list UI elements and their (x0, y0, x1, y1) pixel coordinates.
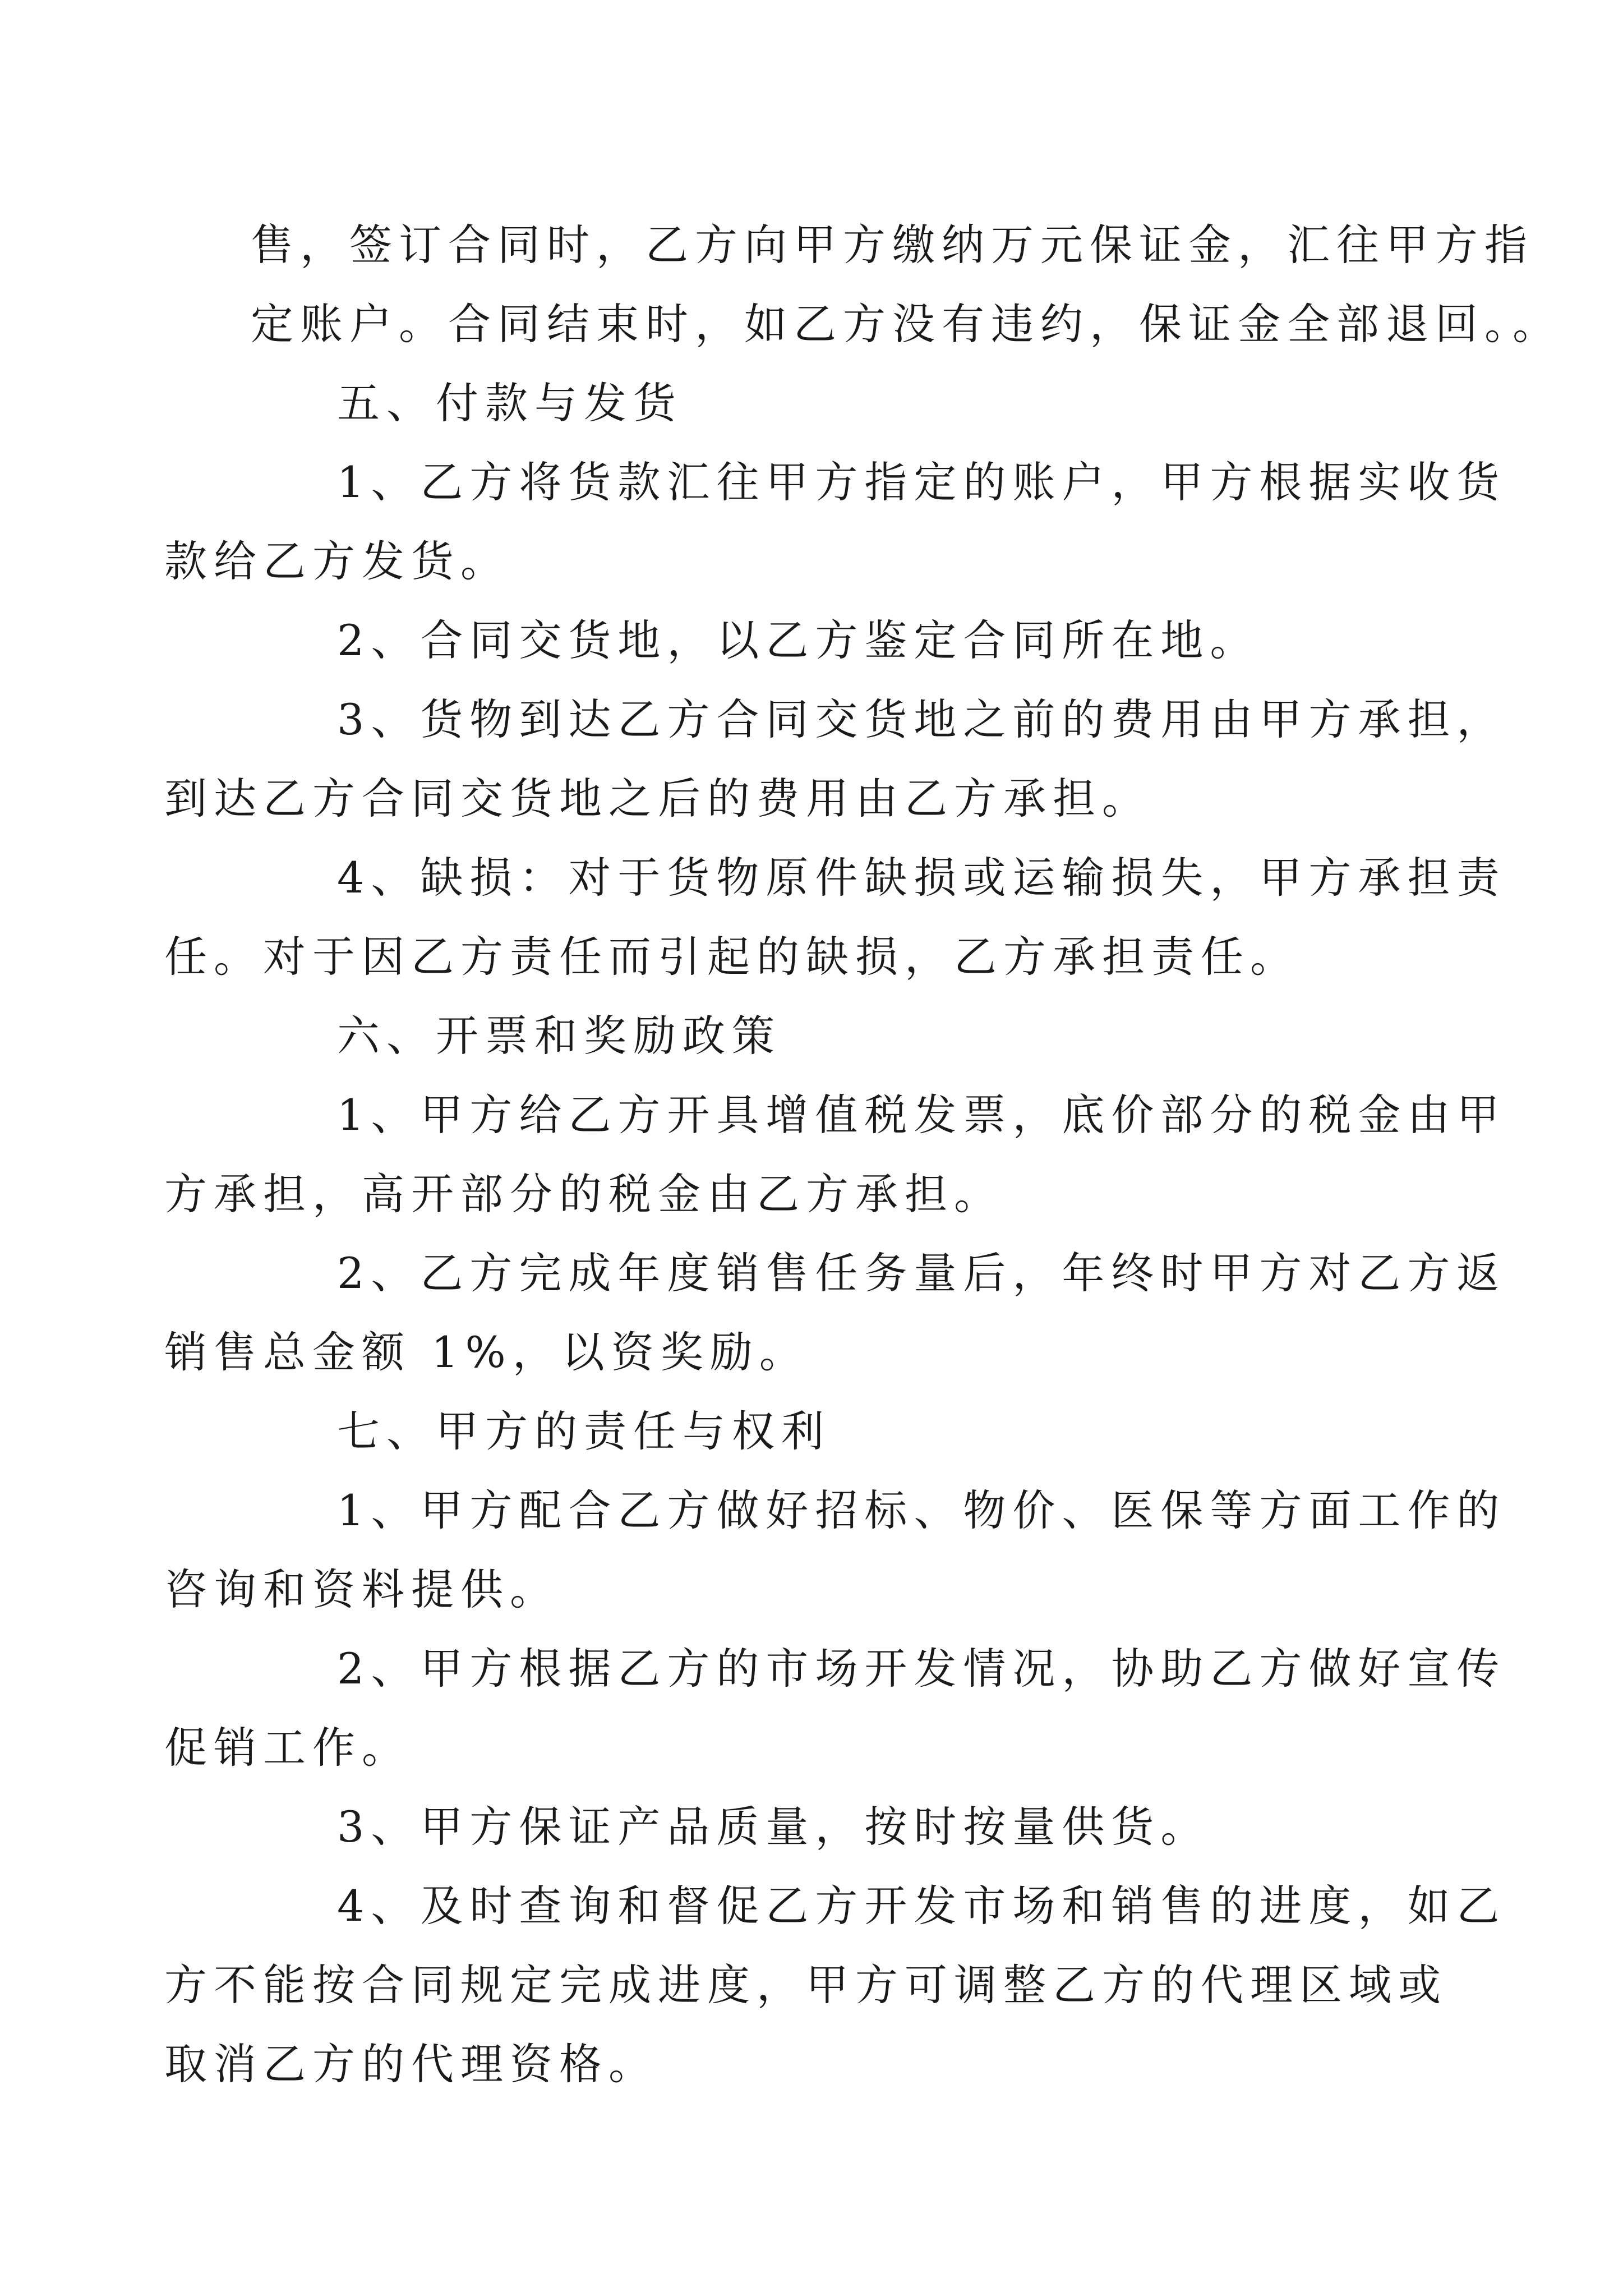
text-line: 4、缺损：对于货物原件缺损或运输损失，甲方承担责 (337, 853, 1506, 903)
paragraph (164, 1234, 1506, 1392)
text-line: 1、甲方给乙方开具增值税发票，底价部分的税金由甲 (337, 1090, 1506, 1140)
text-line: 2、合同交货地，以乙方鉴定合同所在地。 (337, 615, 1260, 665)
text-line: 1、乙方将货款汇往甲方指定的账户，甲方根据实收货 (337, 457, 1506, 507)
document-body (164, 205, 1562, 2104)
text-line: 3、甲方保证产品质量，按时按量供货。 (337, 1802, 1210, 1852)
text-line-continuation: 促销工作。 (164, 1723, 411, 1773)
paragraph (251, 205, 1562, 364)
text-line: 4、及时查询和督促乙方开发市场和销售的进度，如乙 (337, 1881, 1506, 1931)
text-line-continuation: 方不能按合同规定完成进度，甲方可调整乙方的代理区域或 (164, 1960, 1447, 2010)
text-line-continuation: 销售总金额 1%，以资奖励。 (164, 1327, 809, 1377)
text-line-continuation: 款给乙方发货。 (164, 536, 510, 586)
text-line: 售，签订合同时，乙方向甲方缴纳万元保证金，汇往甲方指 (251, 220, 1534, 270)
text-line: 2、乙方完成年度销售任务量后，年终时甲方对乙方返 (337, 1248, 1506, 1298)
text-line: 3、货物到达乙方合同交货地之前的费用由甲方承担， (337, 694, 1506, 744)
section-heading-party-a-duties (251, 1392, 1395, 1471)
text-line: 定账户。合同结束时，如乙方没有违约，保证金全部退回。。 (251, 299, 1562, 349)
text-line: 六、开票和奖励政策 (337, 1011, 781, 1061)
text-line-continuation: 咨询和资料提供。 (164, 1565, 559, 1614)
text-line-continuation: 到达乙方合同交货地之后的费用由乙方承担。 (164, 774, 1151, 823)
text-line-continuation: 取消乙方的代理资格。 (164, 2039, 658, 2089)
paragraph (164, 1629, 1506, 1787)
text-line: 2、甲方根据乙方的市场开发情况，协助乙方做好宣传 (337, 1644, 1506, 1694)
paragraph (251, 1787, 1395, 1866)
paragraph (251, 601, 1395, 680)
paragraph (164, 1471, 1506, 1629)
section-heading-payment-delivery (251, 364, 1395, 443)
paragraph (164, 1075, 1506, 1234)
paragraph (164, 838, 1506, 996)
text-line-continuation: 方承担，高开部分的税金由乙方承担。 (164, 1169, 1003, 1219)
paragraph (164, 1866, 1506, 2104)
text-line: 七、甲方的责任与权利 (337, 1406, 831, 1456)
paragraph (164, 443, 1506, 601)
text-line: 五、付款与发货 (337, 378, 683, 428)
section-heading-invoice-incentive (251, 996, 1395, 1075)
text-line: 1、甲方配合乙方做好招标、物价、医保等方面工作的 (337, 1485, 1506, 1535)
text-line-continuation: 任。对于因乙方责任而引起的缺损，乙方承担责任。 (164, 932, 1299, 982)
paragraph (164, 680, 1506, 838)
